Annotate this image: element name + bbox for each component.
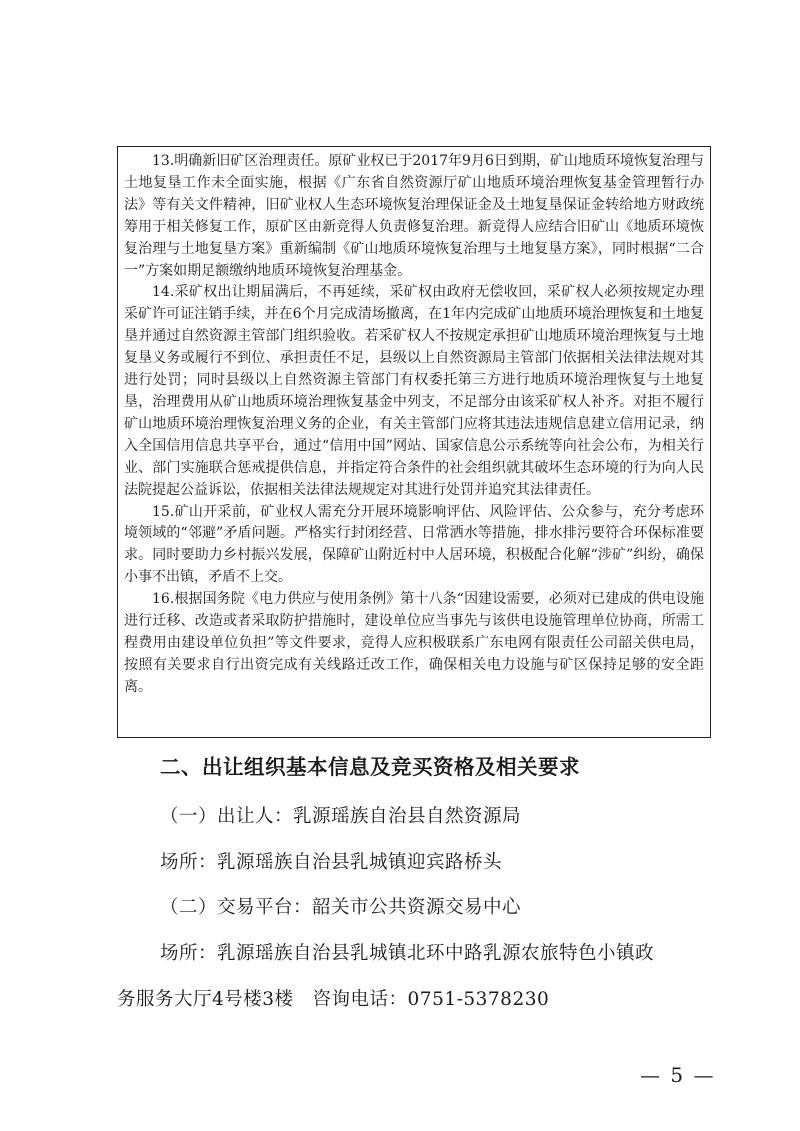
platform-location-line-1: 场所：乳源瑶族自治县乳城镇北环中路乳源农旅特色小镇政 [160,943,655,964]
clause-15: 15.矿山开采前，矿业权人需充分开展环境影响评估、风险评估、公众参与，充分考虑环境领域的“邻避”矛盾问题。严格实行封闭经营、日常洒水等措施，排水排污要符合环保标准要求。同时要助力乡村振兴发展，保障矿山附近村中人居环境，积极配合化解“涉矿”纠纷，确保小事不出镇，矛盾不上交。 [124,503,704,586]
section-heading: 二、出让组织基本信息及竞买资格及相关要求 [160,755,580,779]
clause-13: 13.明确新旧矿区治理责任。原矿业权已于2017年9月6日到期，矿山地质环境恢复治理与土地复垦工作未全面实施，根据《广东省自然资源厅矿山地质环境治理恢复基金管理暂行办法》等有关文件精神，旧矿业权人生态环境恢复治理保证金及土地复垦保证金转给地方财政统筹用于相关修复工作，原矿区由新竞得人负责修复治理。新竞得人应结合旧矿山《地质环境恢复治理与土地复垦方案》重新编制《矿山地质环境恢复治理与土地复垦方案》，同时根据“二合一”方案如期足额缴纳地质环境恢复治理基金。 [124,153,704,279]
platform-line: （二）交易平台：韶关市公共资源交易中心 [160,897,522,918]
platform-location-line-2: 务服务大厅4号楼3楼 咨询电话：0751-5378230 [117,989,550,1010]
seller-location-line: 场所：乳源瑶族自治县乳城镇迎宾路桥头 [160,852,503,873]
clause-16: 16.根据国务院《电力供应与使用条例》第十八条“因建设需要，必须对已建成的供电设施进行迁移、改造或者采取防护措施时，建设单位应当事先与该供电设施管理单位协商，所需工程费用由建设单位负担”等文件要求，竞得人应积极联系广东电网有限责任公司韶关供电局，按照有关要求自行出资完成有关线路迁改工作，确保相关电力设施与矿区保持足够的安全距离。 [124,591,704,695]
clause-14: 14.采矿权出让期届满后，不再延续，采矿权由政府无偿收回，采矿权人必须按规定办理采矿许可证注销手续，并在6个月完成清场撤离，在1年内完成矿山地质环境治理恢复和土地复垦并通过自然资源主管部门组织验收。若采矿权人不按规定承担矿山地质环境治理恢复与土地复垦义务或履行不到位、承担责任不足，县级以上自然资源局主管部门依据相关法律法规对其进行处罚；同时县级以上自然资源主管部门有权委托第三方进行地质环境治理恢复与土地复垦，治理费用从矿山地质环境治理恢复基金中列支，不足部分由该采矿权人补齐。对拒不履行矿山地质环境治理恢复治理义务的企业，有关主管部门应将其违法违规信息建立信用记录，纳入全国信用信息共享平台，通过“信用中国”网站、国家信息公示系统等向社会公布，为相关行业、部门实施联合惩戒提供信息，并指定符合条件的社会组织就其破坏生态环境的行为向人民法院提起公益诉讼，依据相关法律法规规定对其进行处罚并追究其法律责任。 [124,284,704,498]
seller-line: （一）出让人：乳源瑶族自治县自然资源局 [160,806,522,827]
requirements-box [117,146,711,738]
page-number: — 5 — [640,1063,716,1087]
